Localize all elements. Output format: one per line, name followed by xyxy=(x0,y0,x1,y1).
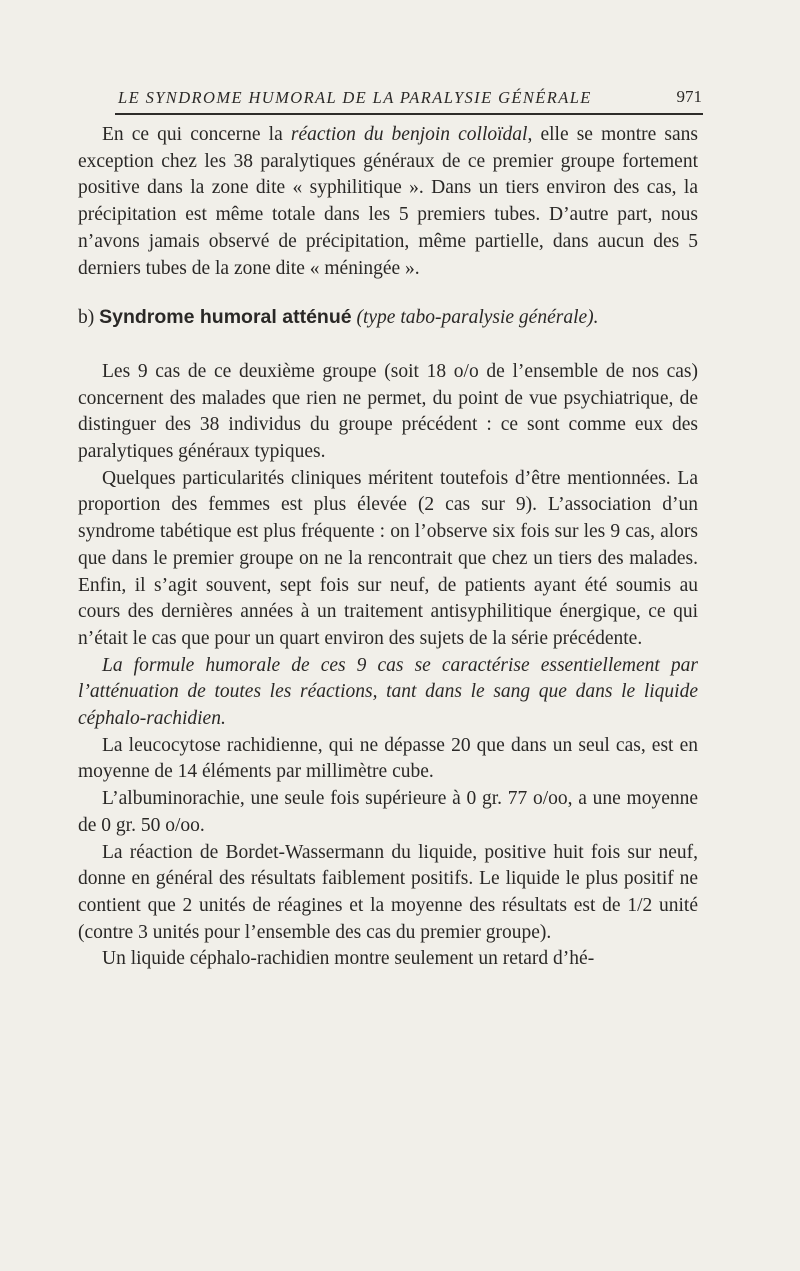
paragraph-albuminorachie: L’albuminorachie, une seule fois supérieure à 0 gr. 77 o/oo, a une moyenne de 0 gr. 50 o/oo. xyxy=(78,788,698,836)
paragraph-leucocytose: La leucocytose rachidienne, qui ne dépasse 20 que dans un seul cas, est en moyenne de 14 éléments par millimètre cube. xyxy=(78,734,698,783)
p1-italic-term: réaction du benjoin colloïdal xyxy=(290,124,528,145)
section-prefix: b) xyxy=(78,307,100,329)
paragraph-clinical: Quelques particularités cliniques méritent toutefois d’être mentionnées. La proportion des femmes est plus élevée (2 cas sur 9). L’association d’un syndrome tabétique est plus fréquente : on l’observe six fois sur les 9 cas, alors que dans le premier groupe on ne la rencontrait que chez un tiers des malades. Enfin, il s’agit souvent, sept fois sur neuf, de patients ayant été soumis au cours des dernières années à un traitement antisyphilitique énergique, ce qui n’était le cas que pour un quart environ des sujets de la série précédente. xyxy=(78,467,698,649)
section-label: Syndrome humoral atténué xyxy=(99,306,352,329)
body-text xyxy=(78,122,698,973)
paragraph-formula: La formule humorale de ces 9 cas se caractérise essentiellement par l’atténuation de toutes les réactions, tant dans le sang que dans le liquide céphalo-rachidien. xyxy=(78,654,698,730)
p1-text-start: En ce qui concerne la xyxy=(102,124,291,145)
paragraph-final: Un liquide céphalo-rachidien montre seulement un retard d’hé- xyxy=(102,948,595,970)
section-heading-b xyxy=(78,304,698,332)
page-number: 971 xyxy=(676,87,702,106)
header-rule xyxy=(115,113,703,115)
paragraph-group2: Les 9 cas de ce deuxième groupe (soit 18 o/o de l’ensemble de nos cas) concernent des malades que rien ne permet, du point de vue psychiatrique, de distinguer des 38 individus du groupe précédent : ce sont comme eux des paralytiques généraux typiques. xyxy=(78,360,698,463)
section-qualifier: (type tabo-paralysie générale). xyxy=(356,307,599,329)
running-title: LE SYNDROME HUMORAL DE LA PARALYSIE GÉNÉRALE xyxy=(118,88,592,107)
paragraph-bordet-wassermann: La réaction de Bordet-Wassermann du liquide, positive huit fois sur neuf, donne en général des résultats faiblement positifs. Le liquide le plus positif ne contient que 2 unités de réagines et la moyenne des résultats est de 1/2 unité (contre 3 unités pour l’ensemble des cas du premier groupe). xyxy=(78,841,698,943)
paragraph-benjoin xyxy=(78,122,698,282)
p1-text-end: , elle se montre sans exception chez les 38 paralytiques généraux de ce premier groupe fortement positive dans la zone dite « syphilitique ». Dans un tiers environ des cas, la précipitation est même totale dans les 5 premiers tubes. D’autre part, nous n’avons jamais observé de précipitation, même partielle, dans aucun des 5 derniers tubes de la zone dite « méningée ». xyxy=(78,124,698,279)
page-header xyxy=(118,84,718,114)
